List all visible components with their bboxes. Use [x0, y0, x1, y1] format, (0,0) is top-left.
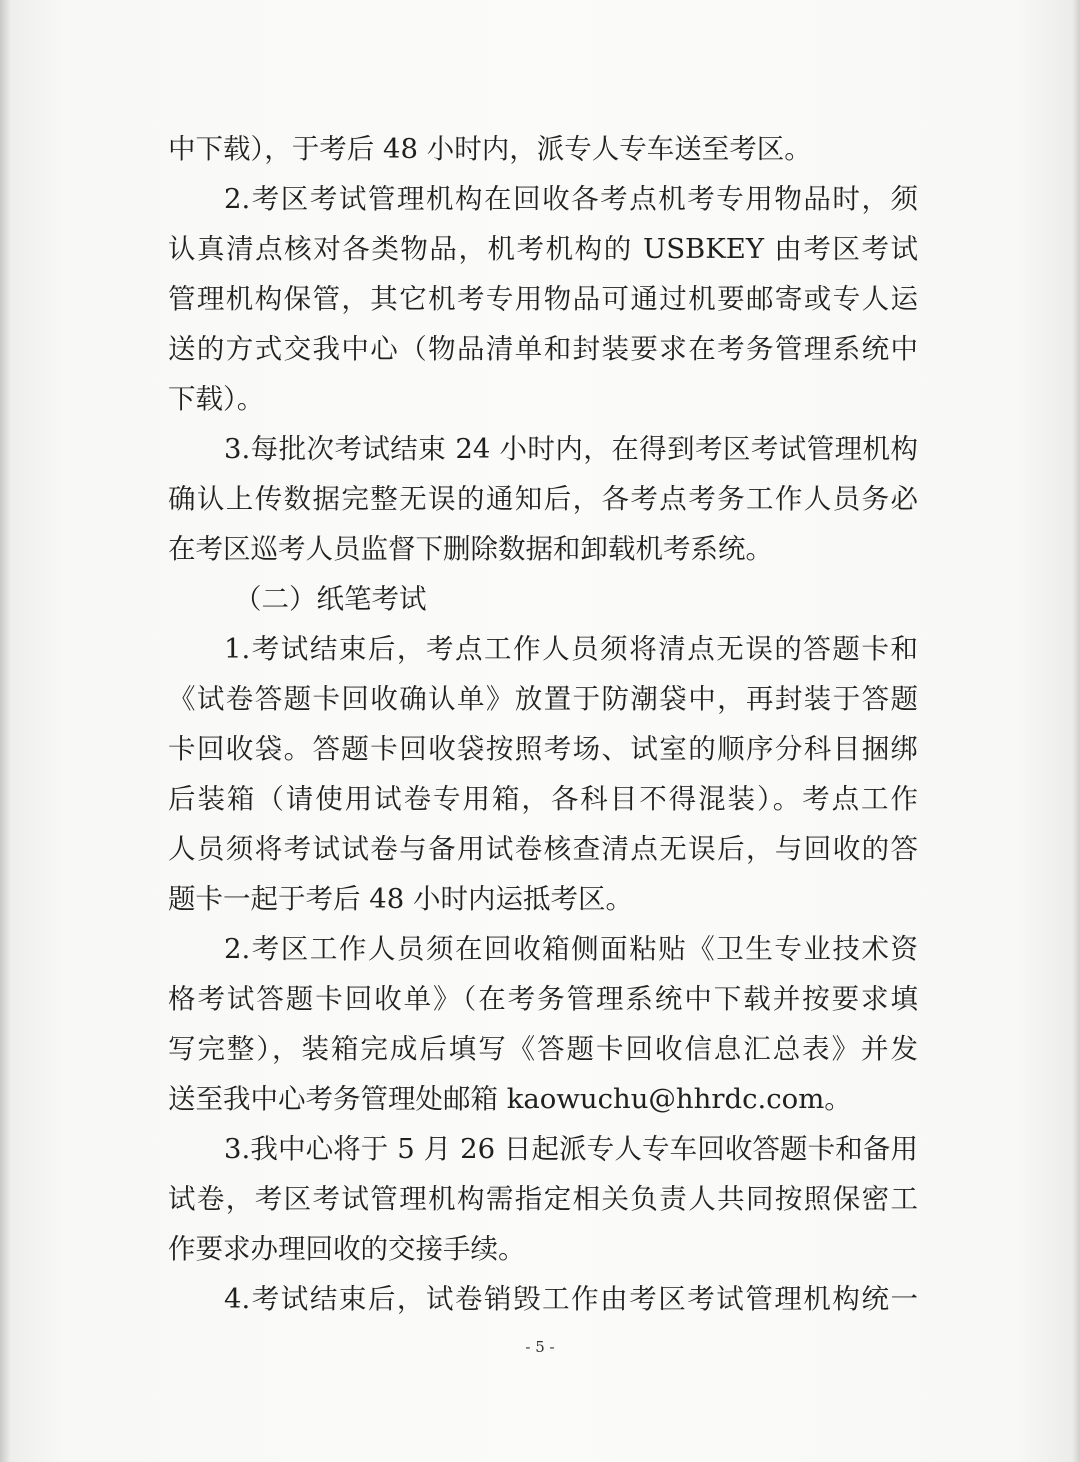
text-line: 后装箱（请使用试卷专用箱，各科目不得混装）。考点工作 — [168, 783, 918, 815]
text-line: 3.我中心将于 5 月 26 日起派专人专车回收答题卡和备用 — [224, 1133, 918, 1165]
text-line: 确认上传数据完整无误的通知后，各考点考务工作人员务必 — [168, 483, 918, 515]
text-line: 下载）。 — [168, 383, 265, 415]
text-line: 2.考区工作人员须在回收箱侧面粘贴《卫生专业技术资 — [224, 933, 918, 965]
text-line: 2.考区考试管理机构在回收各考点机考专用物品时，须 — [224, 183, 918, 215]
text-line: 中下载），于考后 48 小时内，派专人专车送至考区。 — [168, 133, 812, 165]
text-line: 1.考试结束后，考点工作人员须将清点无误的答题卡和 — [224, 633, 918, 665]
section-heading: （二）纸笔考试 — [234, 583, 427, 615]
text-line: 题卡一起于考后 48 小时内运抵考区。 — [168, 883, 633, 915]
text-line: 试卷，考区考试管理机构需指定相关负责人共同按照保密工 — [168, 1183, 918, 1215]
text-line: 人员须将考试试卷与备用试卷核查清点无误后，与回收的答 — [168, 833, 918, 865]
text-line: 认真清点核对各类物品，机考机构的 USBKEY 由考区考试 — [168, 233, 918, 265]
text-line: 4.考试结束后，试卷销毁工作由考区考试管理机构统一 — [224, 1283, 918, 1315]
text-line: 格考试答题卡回收单》（在考务管理系统中下载并按要求填 — [168, 983, 918, 1015]
page-left-shadow — [0, 0, 10, 1462]
text-line: 卡回收袋。答题卡回收袋按照考场、试室的顺序分科目捆绑 — [168, 733, 918, 765]
email-line: 送至我中心考务管理处邮箱 kaowuchu@hhrdc.com。 — [168, 1083, 852, 1115]
text-line: 管理机构保管，其它机考专用物品可通过机要邮寄或专人运 — [168, 283, 918, 315]
text-line: 3.每批次考试结束 24 小时内，在得到考区考试管理机构 — [224, 433, 918, 465]
text-line: 写完整），装箱完成后填写《答题卡回收信息汇总表》并发 — [168, 1033, 918, 1065]
text-line: 送的方式交我中心（物品清单和封装要求在考务管理系统中 — [168, 333, 918, 365]
text-line: 作要求办理回收的交接手续。 — [168, 1233, 526, 1265]
page-number: - 5 - — [525, 1338, 555, 1356]
document-body — [168, 124, 918, 1324]
page-right-shadow — [1072, 0, 1080, 1462]
text-line: 在考区巡考人员监督下删除数据和卸载机考系统。 — [168, 533, 773, 565]
text-line: 《试卷答题卡回收确认单》放置于防潮袋中，再封装于答题 — [168, 683, 918, 715]
